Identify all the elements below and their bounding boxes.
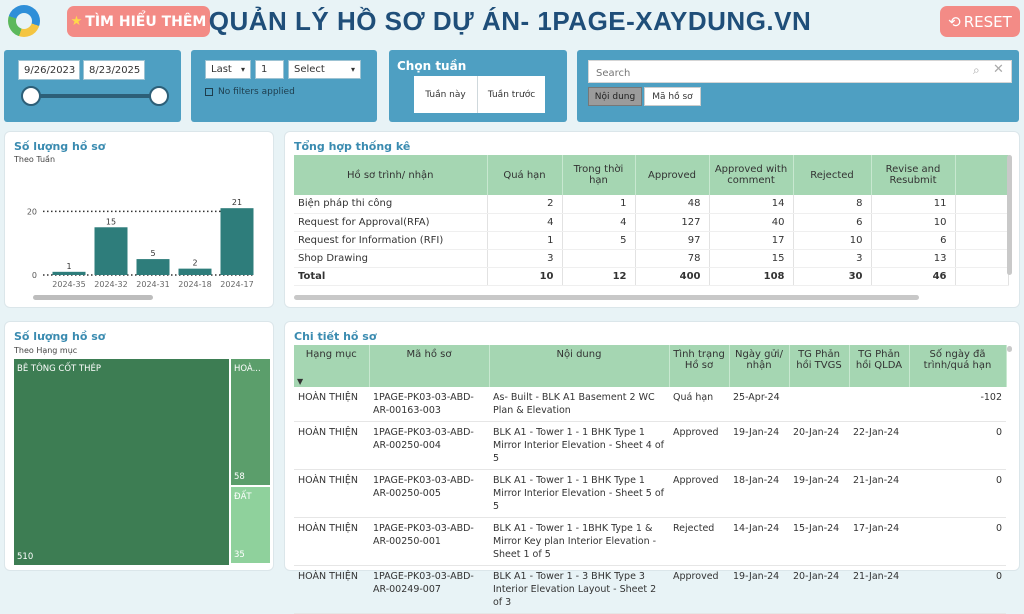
date-range-track xyxy=(30,94,160,98)
table-cell: 17 xyxy=(709,231,793,249)
table-cell: 4 xyxy=(487,213,562,231)
total-cell: 30 xyxy=(793,267,871,285)
stats-title: Tổng hợp thống kê xyxy=(294,140,411,153)
treemap-cell[interactable] xyxy=(231,487,270,563)
table-cell: HOÀN THIỆN xyxy=(294,518,369,566)
treemap-cell[interactable] xyxy=(14,359,229,565)
category-treemap xyxy=(14,359,270,565)
table-cell: 15-Jan-24 xyxy=(789,518,849,566)
bar xyxy=(221,208,254,275)
reset-label: RESET xyxy=(963,12,1012,31)
table-cell: 1PAGE-PK03-03-ABD-AR-00250-004 xyxy=(369,422,489,470)
table-cell: 21-Jan-24 xyxy=(849,470,909,518)
stats-table xyxy=(294,155,1009,286)
reset-icon: ⟲ xyxy=(948,12,961,31)
x-tick-label: 2024-32 xyxy=(94,280,128,289)
table-cell: 0 xyxy=(909,422,1006,470)
table-cell: 78 xyxy=(635,249,709,267)
data-label: 15 xyxy=(105,217,117,227)
total-cell: 400 xyxy=(635,267,709,285)
filter-status-text: No filters applied xyxy=(218,87,295,97)
table-cell: HOÀN THIỆN xyxy=(294,387,369,422)
total-cell xyxy=(955,267,1008,285)
reset-button[interactable] xyxy=(940,6,1020,37)
data-label: 5 xyxy=(150,249,156,259)
table-cell: 1PAGE-PK03-03-ABD-AR-00249-007 xyxy=(369,566,489,614)
last-week-button[interactable]: Tuần trước xyxy=(487,89,536,100)
table-cell: 19-Jan-24 xyxy=(729,566,789,614)
sort-desc-icon[interactable]: ▼ xyxy=(297,377,304,386)
learn-more-label: TÌM HIỂU THÊM xyxy=(85,13,207,30)
app-logo xyxy=(8,5,40,37)
treemap-cell-label: ĐẤT xyxy=(234,492,252,502)
start-date-input[interactable]: 9/26/2023 xyxy=(18,60,80,80)
bar xyxy=(53,272,86,275)
table-cell: 14-Jan-24 xyxy=(729,518,789,566)
stats-column-header[interactable]: Revise and Resubmit xyxy=(871,155,955,195)
table-cell: Quá hạn xyxy=(669,387,729,422)
chevron-down-icon: ▾ xyxy=(350,65,355,74)
total-cell: 12 xyxy=(562,267,635,285)
table-cell: 13 xyxy=(871,249,955,267)
week-chart-card xyxy=(4,131,274,308)
detail-column-header[interactable]: TG Phản hồi QLDA xyxy=(849,345,909,387)
data-label: 1 xyxy=(66,261,72,271)
table-cell: HOÀN THIỆN xyxy=(294,470,369,518)
detail-table-wrap xyxy=(294,345,1006,608)
table-cell: Biện pháp thi công xyxy=(294,195,487,213)
search-field-code-toggle[interactable]: Mã hồ sơ xyxy=(644,87,701,106)
treemap-cell-value: 35 xyxy=(234,550,245,560)
table-cell: 6 xyxy=(793,213,871,231)
relative-count-input[interactable]: 1 xyxy=(255,60,284,79)
table-cell: 8 xyxy=(793,195,871,213)
page-title: QUẢN LÝ HỒ SƠ DỰ ÁN- 1PAGE-XAYDUNG.VN xyxy=(208,6,812,36)
search-box xyxy=(588,60,1012,83)
category-chart-title: Số lượng hồ sơ xyxy=(14,330,106,343)
learn-more-button[interactable] xyxy=(67,6,210,37)
relative-unit-value: Select xyxy=(294,64,325,75)
table-cell: Approved xyxy=(669,470,729,518)
treemap-cell[interactable] xyxy=(231,359,270,485)
bar xyxy=(137,259,170,275)
table-cell: 4 xyxy=(562,213,635,231)
table-cell: Approved xyxy=(669,566,729,614)
total-cell: 10 xyxy=(487,267,562,285)
table-cell xyxy=(955,195,1008,213)
table-cell xyxy=(562,249,635,267)
table-cell: 18-Jan-24 xyxy=(729,470,789,518)
table-cell: 3 xyxy=(793,249,871,267)
category-chart-card xyxy=(4,321,274,571)
table-cell: 15 xyxy=(709,249,793,267)
table-cell: 1PAGE-PK03-03-ABD-AR-00163-003 xyxy=(369,387,489,422)
table-cell: Shop Drawing xyxy=(294,249,487,267)
table-cell: 6 xyxy=(871,231,955,249)
total-row xyxy=(294,267,1008,285)
stats-column-header[interactable]: Hồ sơ trình/ nhận xyxy=(294,155,487,195)
table-cell: -102 xyxy=(909,387,1006,422)
table-cell: 1PAGE-PK03-03-ABD-AR-00250-001 xyxy=(369,518,489,566)
table-cell: 1 xyxy=(487,231,562,249)
date-slicer-panel xyxy=(4,50,181,122)
table-cell: Request for Approval(RFA) xyxy=(294,213,487,231)
table-cell: 20-Jan-24 xyxy=(789,566,849,614)
table-row[interactable] xyxy=(294,518,1006,566)
search-input[interactable] xyxy=(589,63,959,84)
week-chart-title: Số lượng hồ sơ xyxy=(14,140,106,153)
detail-vertical-scrollbar[interactable] xyxy=(1007,346,1012,352)
stats-table-wrap xyxy=(294,155,1012,300)
x-tick-label: 2024-35 xyxy=(52,280,86,289)
table-cell: Approved xyxy=(669,422,729,470)
search-field-content-toggle[interactable]: Nội dung xyxy=(588,87,642,106)
stats-column-header[interactable]: Approved xyxy=(635,155,709,195)
table-cell: 3 xyxy=(487,249,562,267)
detail-title: Chi tiết hồ sơ xyxy=(294,330,377,343)
data-label: 2 xyxy=(192,258,198,268)
total-cell: 108 xyxy=(709,267,793,285)
table-cell xyxy=(955,213,1008,231)
category-chart-subtitle: Theo Hạng mục xyxy=(14,346,78,355)
y-tick-label: 0 xyxy=(31,271,37,280)
table-row[interactable] xyxy=(294,195,1008,213)
this-week-button[interactable]: Tuần này xyxy=(414,76,478,113)
table-cell: 2 xyxy=(487,195,562,213)
relative-date-panel xyxy=(191,50,377,122)
week-picker-panel xyxy=(389,50,567,122)
clear-icon[interactable]: ✕ xyxy=(993,62,1004,77)
stats-column-header[interactable]: Quá hạn xyxy=(487,155,562,195)
week-picker-title: Chọn tuần xyxy=(397,59,467,73)
table-row[interactable] xyxy=(294,422,1006,470)
treemap-cell-label: BÊ TÔNG CỐT THÉP xyxy=(17,364,102,374)
detail-card xyxy=(284,321,1020,608)
table-cell: BLK A1 - Tower 1 - 1BHK Type 1 & Mirror Key plan Interior Elevation - Sheet 1 of 5 xyxy=(489,518,669,566)
total-cell: 46 xyxy=(871,267,955,285)
relative-mode-value: Last xyxy=(211,64,232,75)
table-cell: HOÀN THIỆN xyxy=(294,566,369,614)
stats-horizontal-scrollbar[interactable] xyxy=(294,295,919,300)
table-cell: HOÀN THIỆN xyxy=(294,422,369,470)
table-cell: As- Built - BLK A1 Basement 2 WC Plan & Elevation xyxy=(489,387,669,422)
relative-unit-select[interactable] xyxy=(288,60,361,79)
table-cell: 22-Jan-24 xyxy=(849,422,909,470)
table-cell: 14 xyxy=(709,195,793,213)
table-cell: 10 xyxy=(793,231,871,249)
chevron-down-icon: ▾ xyxy=(240,65,245,74)
week-chart-subtitle: Theo Tuần xyxy=(14,155,56,164)
end-date-input[interactable]: 8/23/2025 xyxy=(83,60,145,80)
table-cell: 97 xyxy=(635,231,709,249)
table-row[interactable] xyxy=(294,231,1008,249)
detail-table xyxy=(294,345,1007,614)
table-cell: 0 xyxy=(909,470,1006,518)
x-tick-label: 2024-31 xyxy=(136,280,170,289)
relative-mode-select[interactable] xyxy=(205,60,251,79)
table-cell: 5 xyxy=(562,231,635,249)
table-cell: 127 xyxy=(635,213,709,231)
bar xyxy=(95,227,128,275)
table-row[interactable] xyxy=(294,387,1006,422)
data-label: 21 xyxy=(231,198,243,208)
stats-column-header[interactable]: Trong thời hạn xyxy=(562,155,635,195)
end-date-handle[interactable] xyxy=(149,86,169,106)
table-cell: Rejected xyxy=(669,518,729,566)
y-tick-label: 20 xyxy=(26,207,37,217)
table-cell: 10 xyxy=(871,213,955,231)
week-chart-scrollbar[interactable] xyxy=(33,295,153,300)
table-row[interactable] xyxy=(294,213,1008,231)
table-cell: Request for Information (RFI) xyxy=(294,231,487,249)
treemap-cell-value: 58 xyxy=(234,472,245,482)
calendar-icon xyxy=(205,88,213,96)
total-cell: Total xyxy=(294,267,487,285)
table-cell: BLK A1 - Tower 1 - 1 BHK Type 1 Mirror Interior Elevation - Sheet 5 of 5 xyxy=(489,470,669,518)
detail-column-header[interactable]: Số ngày đã trình/quá hạn xyxy=(909,345,1006,387)
treemap-cell-label: HOÀ... xyxy=(234,364,261,374)
detail-column-header[interactable]: Nội dung xyxy=(489,345,669,387)
table-cell: 19-Jan-24 xyxy=(789,470,849,518)
table-cell: 25-Apr-24 xyxy=(729,387,789,422)
table-cell: 40 xyxy=(709,213,793,231)
table-cell: 1 xyxy=(562,195,635,213)
table-cell xyxy=(849,387,909,422)
stats-vertical-scrollbar[interactable] xyxy=(1007,155,1012,275)
start-date-handle[interactable] xyxy=(21,86,41,106)
table-row[interactable] xyxy=(294,249,1008,267)
week-bar-chart xyxy=(5,132,275,309)
star-icon: ★ xyxy=(70,14,83,29)
filter-status xyxy=(205,87,295,97)
detail-column-header[interactable]: Tình trạng Hồ sơ xyxy=(669,345,729,387)
x-tick-label: 2024-17 xyxy=(220,280,254,289)
table-cell: 1PAGE-PK03-03-ABD-AR-00250-005 xyxy=(369,470,489,518)
treemap-cell-value: 510 xyxy=(17,552,34,562)
stats-column-header[interactable]: Approved with comment xyxy=(709,155,793,195)
week-button-group xyxy=(414,76,545,113)
table-cell: 11 xyxy=(871,195,955,213)
detail-column-header[interactable]: Hạng mục ▼ xyxy=(294,345,369,387)
table-cell: 20-Jan-24 xyxy=(789,422,849,470)
detail-column-header[interactable]: Mã hồ sơ xyxy=(369,345,489,387)
stats-card xyxy=(284,131,1020,308)
stats-column-header[interactable]: Rejected xyxy=(793,155,871,195)
table-cell xyxy=(789,387,849,422)
detail-column-header[interactable]: TG Phản hồi TVGS xyxy=(789,345,849,387)
search-icon[interactable]: ⌕ xyxy=(973,63,980,77)
table-cell: 17-Jan-24 xyxy=(849,518,909,566)
table-cell: BLK A1 - Tower 1 - 1 BHK Type 1 Mirror Interior Elevation - Sheet 4 of 5 xyxy=(489,422,669,470)
table-row[interactable] xyxy=(294,470,1006,518)
stats-column-header[interactable] xyxy=(955,155,1008,195)
x-tick-label: 2024-18 xyxy=(178,280,212,289)
table-cell: BLK A1 - Tower 1 - 3 BHK Type 3 Interior Elevation Layout - Sheet 2 of 3 xyxy=(489,566,669,614)
detail-column-header[interactable]: Ngày gửi/ nhận xyxy=(729,345,789,387)
table-cell xyxy=(955,231,1008,249)
table-cell xyxy=(955,249,1008,267)
table-row[interactable] xyxy=(294,566,1006,614)
table-cell: 0 xyxy=(909,566,1006,614)
search-panel xyxy=(577,50,1019,122)
table-cell: 21-Jan-24 xyxy=(849,566,909,614)
table-cell: 48 xyxy=(635,195,709,213)
bar xyxy=(179,269,212,275)
table-cell: 0 xyxy=(909,518,1006,566)
table-cell: 19-Jan-24 xyxy=(729,422,789,470)
